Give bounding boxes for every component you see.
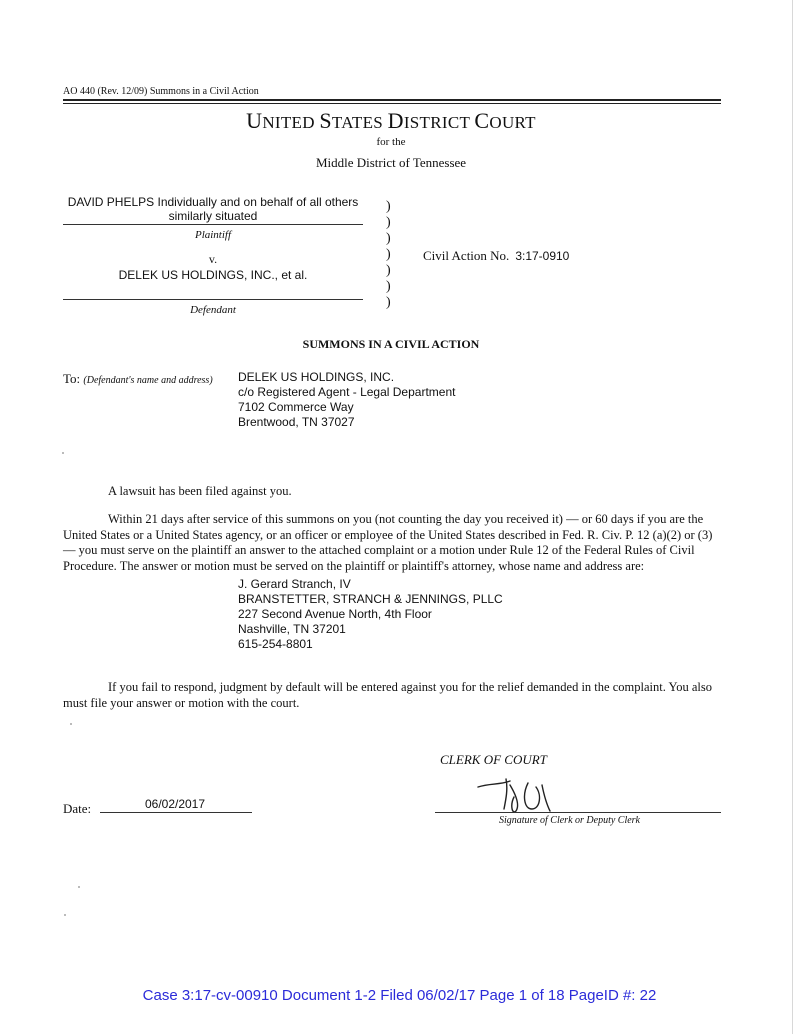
form-identifier: AO 440 (Rev. 12/09) Summons in a Civil Action [63, 86, 259, 97]
scan-speck [70, 723, 72, 725]
court-title-initial: D [387, 108, 404, 133]
caption-parentheses: ) ) ) ) ) ) ) [386, 199, 391, 310]
summons-title: SUMMONS IN A CIVIL ACTION [302, 337, 480, 351]
address-line: c/o Registered Agent - Legal Department [238, 385, 456, 399]
header-rule-thick [63, 99, 721, 101]
response-instructions [63, 512, 723, 575]
defendant-address [238, 370, 455, 430]
date-label: Date: [63, 801, 92, 816]
attorney-line: 615-254-8801 [238, 637, 313, 651]
civil-action-line [423, 248, 569, 264]
defendant-name: DELEK US HOLDINGS, INC., et al. [118, 268, 308, 282]
to-label: To: [63, 371, 81, 386]
plaintiff-label: Plaintiff [194, 229, 232, 241]
court-title-initial: U [246, 108, 263, 133]
to-line [63, 371, 213, 387]
scan-speck [78, 886, 80, 888]
attorney-line: J. Gerard Stranch, IV [238, 577, 351, 591]
attorney-line: BRANSTETTER, STRANCH & JENNINGS, PLLC [238, 592, 503, 606]
court-title-rest: NITED [262, 113, 320, 132]
response-instructions-text: Within 21 days after service of this summons on you (not counting the day you received it) — or 60 days if you are the United States or a United States agency, or an officer or employee of the United States described in Fed. R. Civ. P. 12 (a)(2) or (3) — you must serve on the plaintiff an answer to the attached complaint or a motion under Rule 12 of the Federal Rules of Civil Procedure. The answer or motion must be served on the plaintiff or plaintiff's attorney, whose name and address are: [63, 512, 713, 574]
court-title-rest: ISTRICT [403, 113, 475, 132]
defendant-underline [63, 299, 363, 300]
for-the-text: for the [376, 136, 406, 148]
signature-label: Signature of Clerk or Deputy Clerk [499, 815, 640, 826]
defendant-label: Defendant [190, 304, 236, 316]
date-underline [100, 812, 252, 813]
versus-text: v. [208, 252, 218, 266]
to-hint: (Defendant's name and address) [83, 375, 213, 386]
default-warning-text: If you fail to respond, judgment by default will be entered against you for the relief demanded in the complaint. You also must file your answer or motion with the court. [63, 680, 713, 710]
attorney-line: 227 Second Avenue North, 4th Floor [238, 607, 432, 621]
date-value: 06/02/2017 [144, 797, 206, 811]
address-line: 7102 Commerce Way [238, 400, 354, 414]
court-title-initial: C [474, 108, 490, 133]
court-title-rest: TATES [331, 113, 388, 132]
plaintiff-underline [63, 224, 363, 225]
scan-speck [64, 914, 66, 916]
civil-action-label: Civil Action No. [423, 248, 510, 263]
district-name: Middle District of Tennessee [315, 155, 467, 170]
court-title [0, 108, 782, 134]
page-edge [792, 0, 793, 1034]
signature-underline [435, 812, 721, 813]
scan-speck [62, 452, 64, 454]
plaintiff-name: DAVID PHELPS Individually and on behalf of all others similarly situated [67, 195, 359, 223]
address-line: DELEK US HOLDINGS, INC. [238, 370, 395, 384]
default-warning [63, 680, 723, 711]
civil-action-number: 3:17-0910 [515, 249, 570, 263]
attorney-line: Nashville, TN 37201 [238, 622, 346, 636]
case-footer-stamp: Case 3:17-cv-00910 Document 1-2 Filed 06/02/17 Page 1 of 18 PageID #: 22 [142, 987, 657, 1004]
clerk-signature [470, 765, 580, 815]
attorney-address [238, 577, 503, 652]
address-line: Brentwood, TN 37027 [238, 415, 355, 429]
court-title-initial: S [319, 108, 332, 133]
clerk-of-court-label: CLERK OF COURT [440, 752, 547, 767]
court-title-rest: OURT [489, 113, 536, 132]
lawsuit-notice: A lawsuit has been filed against you. [108, 484, 292, 498]
header-rule-thin [63, 103, 721, 104]
